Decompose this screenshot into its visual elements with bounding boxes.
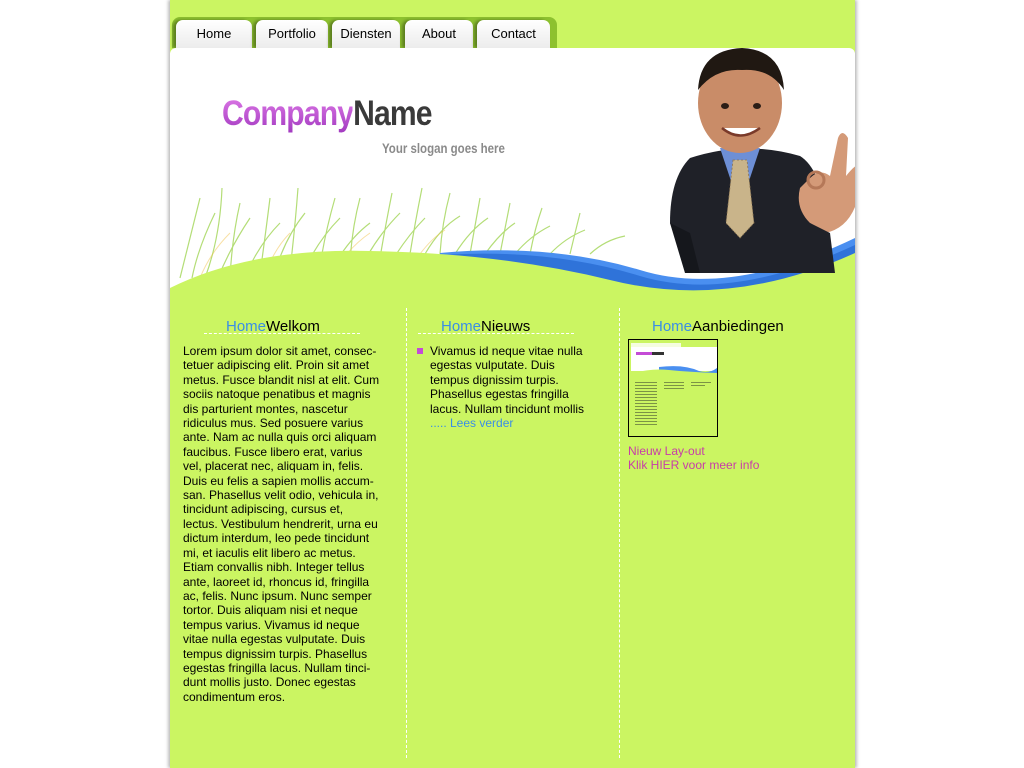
tab-diensten[interactable]: Diensten xyxy=(332,20,400,48)
logo-part-company: Company xyxy=(222,94,354,133)
slogan: Your slogan goes here xyxy=(382,140,505,156)
welcome-title-highlight: Home xyxy=(226,318,267,335)
header-artwork xyxy=(170,48,855,300)
news-text-line: lacus. Nullam tincidunt mollis xyxy=(430,401,585,416)
welcome-text-line: dunt mollis justo. Donec egestas xyxy=(183,675,356,690)
layout-preview-image xyxy=(629,340,718,437)
welcome-text-line: Lorem ipsum dolor sit amet, consec- xyxy=(183,344,377,358)
welcome-text-line: tempus dignissim turpis. Phasellus xyxy=(183,646,368,661)
welcome-title-rest: Welkom xyxy=(266,318,320,335)
welcome-text-line: ac, felis. Nunc ipsum. Nunc semper xyxy=(183,588,372,603)
welcome-text-line: mi, et iaculis elit libero ac metus. xyxy=(183,545,356,560)
welcome-text-line: tetuer adipiscing elit. Proin sit amet xyxy=(183,358,370,373)
news-body xyxy=(430,344,615,430)
offers-title xyxy=(652,318,784,335)
news-title-rest: Nieuws xyxy=(481,318,531,335)
welcome-text-line: egestas fringilla lacus. Nullam tinci- xyxy=(183,660,371,675)
news-text-line: Vivamus id neque vitae nulla xyxy=(430,344,583,358)
welcome-text-line: lectus. Vestibulum hendrerit, urna eu xyxy=(183,516,378,531)
welcome-text-line: Etiam convallis nibh. Integer tellus xyxy=(183,560,365,575)
welcome-text-line: dis parturient montes, nascetur xyxy=(183,401,348,416)
welcome-text-line: Duis eu felis a sapien mollis accum- xyxy=(183,473,374,488)
offer-caption-title[interactable]: Nieuw Lay-out xyxy=(628,444,705,458)
welcome-text-line: ridiculus mus. Sed posuere varius xyxy=(183,416,364,431)
tab-portfolio[interactable]: Portfolio xyxy=(256,20,328,48)
tab-about[interactable]: About xyxy=(405,20,473,48)
news-text-line: egestas vulputate. Duis xyxy=(430,358,555,373)
column-divider xyxy=(619,308,620,758)
column-divider xyxy=(406,308,407,758)
welcome-text-line: tortor. Duis aliquam nisi et neque xyxy=(183,603,358,618)
bullet-icon xyxy=(417,348,423,354)
welcome-text-line: metus. Fusce blandit nisl at elit. Cum xyxy=(183,372,380,387)
welcome-text-line: tempus varius. Vivamus id neque xyxy=(183,617,360,632)
tab-home[interactable]: Home xyxy=(176,20,252,48)
news-text-line: tempus dignissim turpis. xyxy=(430,372,559,387)
welcome-text-line: sociis natoque penatibus et magnis xyxy=(183,387,371,402)
welcome-body xyxy=(183,344,398,704)
read-more-link[interactable]: ..... Lees verder xyxy=(430,416,514,431)
welcome-text-line: dictum interdum, leo pede tincidunt xyxy=(183,531,370,546)
welcome-text-line: vitae nulla egestas vulputate. Duis xyxy=(183,632,366,647)
tab-contact[interactable]: Contact xyxy=(477,20,550,48)
news-title-highlight: Home xyxy=(441,318,482,335)
logo-part-name: Name xyxy=(353,94,432,133)
welcome-text-line: ante, laoreet id, rhoncus id, fringilla xyxy=(183,574,370,589)
businessman-photo xyxy=(670,48,855,273)
company-logo[interactable] xyxy=(222,94,432,134)
news-text-line: Phasellus egestas fringilla xyxy=(430,387,569,402)
offer-caption-link[interactable]: Klik HIER voor meer info xyxy=(628,458,760,472)
welcome-text-line: ante. Nam ac nulla quis orci aliquam xyxy=(183,430,377,445)
welcome-text-line: faucibus. Fusce libero erat, varius xyxy=(183,444,363,459)
title-underline xyxy=(204,333,360,334)
page-container xyxy=(170,0,855,768)
offers-title-rest: Aanbiedingen xyxy=(692,318,784,335)
welcome-text-line: condimentum eros. xyxy=(183,689,286,704)
header-banner xyxy=(170,48,855,300)
layout-thumbnail[interactable] xyxy=(628,339,718,437)
title-underline xyxy=(418,333,574,334)
welcome-text-line: san. Phasellus velit odio, vehicula in, xyxy=(183,488,379,503)
welcome-text-line: tincidunt adipiscing, cursus et, xyxy=(183,502,344,517)
welcome-text-line: vel, placerat nec, aliquam in, felis. xyxy=(183,459,364,474)
offers-title-highlight: Home xyxy=(652,318,693,335)
nav-tabs xyxy=(172,17,557,48)
